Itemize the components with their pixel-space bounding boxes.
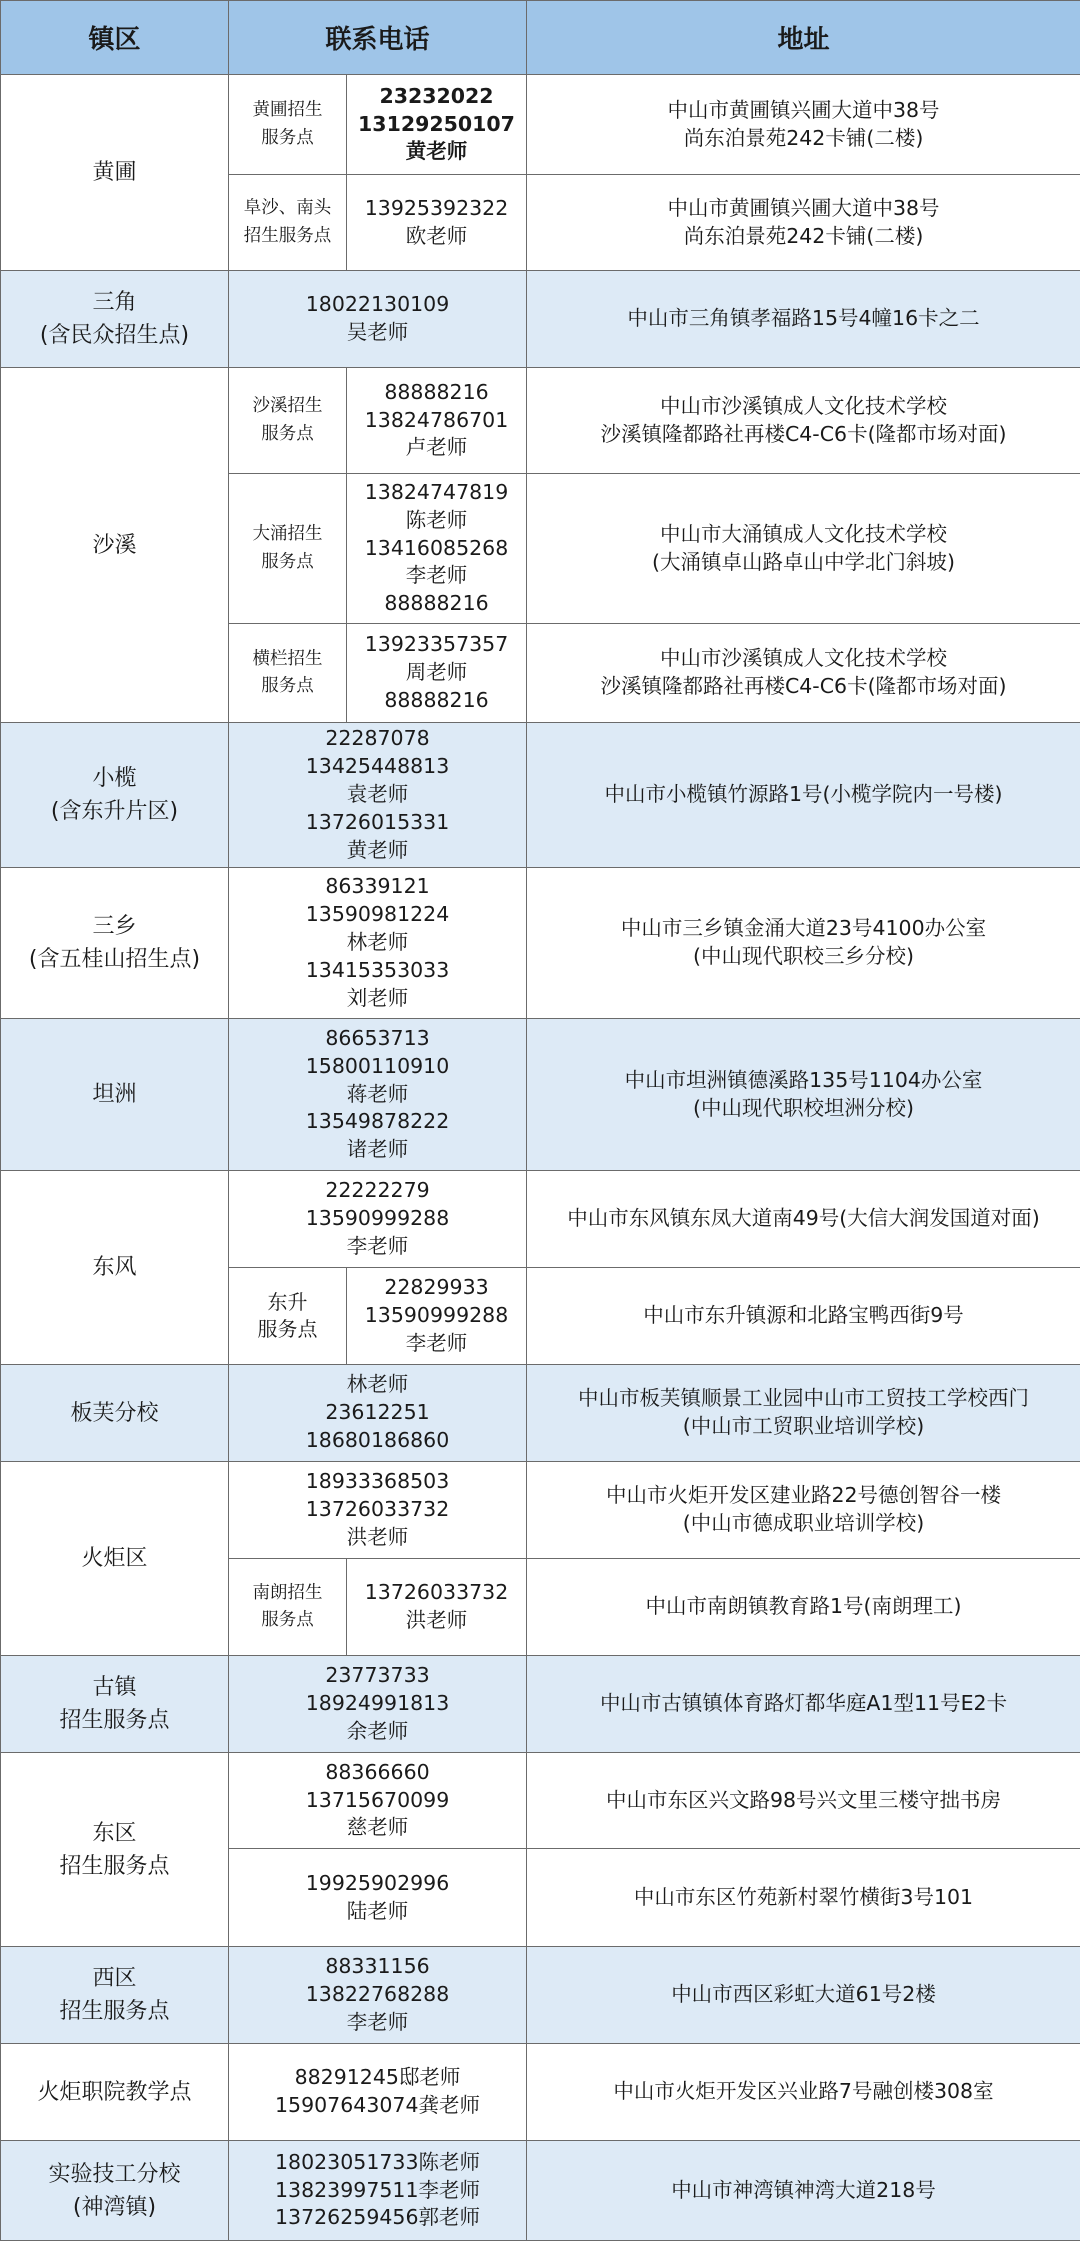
table-row (1, 1656, 1080, 1753)
table-row (1, 868, 1080, 1019)
cell-text-line: 13726033732 (305, 1497, 450, 1522)
address-cell (527, 271, 1080, 368)
cell-text-line: (含民众招生点) (39, 323, 190, 348)
cell-text-line: 13824786701 (364, 407, 509, 432)
phone-cell (229, 1656, 527, 1753)
cell-text-line: 洪老师 (405, 1608, 468, 1632)
cell-text-line: 刘老师 (346, 985, 409, 1010)
cell-text-line: 23773733 (325, 1663, 430, 1688)
cell-text-line: 中山市沙溪镇成人文化技术学校 (660, 646, 948, 671)
cell-text-line: 东升 (267, 1289, 308, 1314)
cell-text-line: 中山市东区兴文路98号兴文里三楼守拙书房 (605, 1787, 1002, 1812)
cell-text-line: 88888216 (384, 379, 489, 404)
phone-cell (229, 723, 527, 868)
cell-text-line: 13715670099 (305, 1787, 450, 1812)
table-row (1, 1171, 1080, 1268)
table-row (1, 1365, 1080, 1462)
cell-text-line: 中山市古镇镇体育路灯都华庭A1型11号E2卡 (599, 1691, 1008, 1716)
subpoint-name (229, 1268, 347, 1365)
header-phone: 联系电话 (229, 1, 527, 75)
cell-text-line: 中山市坦洲镇德溪路135号1104办公室 (624, 1067, 983, 1092)
address-cell (527, 868, 1080, 1019)
cell-text-line: 中山市火炬开发区建业路22号德创智谷一楼 (605, 1483, 1002, 1508)
address-cell (527, 1947, 1080, 2044)
cell-text-line: 中山市东区竹苑新村翠竹横街3号101 (633, 1884, 974, 1909)
subpoint-name (229, 474, 347, 624)
cell-text-line: (中山现代职校坦洲分校) (693, 1095, 915, 1120)
cell-text-line: 15800110910 (305, 1053, 450, 1078)
address-cell (527, 1268, 1080, 1365)
cell-text-line: 中山市板芙镇顺景工业园中山市工贸技工学校西门 (578, 1386, 1030, 1411)
town-dongfeng: 东风 (1, 1171, 229, 1365)
phone-cell (347, 368, 527, 474)
cell-text-line: 86339121 (325, 874, 430, 899)
address-cell (527, 75, 1080, 175)
cell-text-line: (含五桂山招生点) (28, 947, 201, 972)
cell-text-line: 18680186860 (305, 1427, 450, 1452)
cell-text-line: 中山市大涌镇成人文化技术学校 (660, 521, 948, 546)
cell-text-line: 陈老师 (405, 507, 468, 532)
cell-text-line: 86653713 (325, 1025, 430, 1050)
address-cell (527, 1462, 1080, 1559)
cell-text-line: 中山市火炬开发区兴业路7号融创楼308室 (613, 2079, 994, 2104)
cell-text-line: 中山市东风镇东凤大道南49号(大信大润发国道对面) (567, 1206, 1040, 1231)
address-cell (527, 1559, 1080, 1656)
cell-text-line: 古镇 (92, 1675, 137, 1700)
phone-cell (229, 1365, 527, 1462)
phone-cell (229, 271, 527, 368)
cell-text-line: 实验技工分校 (48, 2161, 181, 2187)
cell-text-line: 黄老师 (405, 139, 468, 164)
phone-cell (347, 1268, 527, 1365)
cell-text-line: (大涌镇卓山路卓山中学北门斜坡) (652, 549, 956, 574)
address-cell (527, 1656, 1080, 1753)
cell-text-line: 服务点 (261, 1610, 314, 1630)
table-row (1, 2141, 1080, 2241)
cell-text-line: 吴老师 (346, 320, 409, 344)
town-tanzhou: 坦洲 (1, 1019, 229, 1171)
phone-cell (229, 1849, 527, 1947)
header-town: 镇区 (1, 1, 229, 75)
cell-text-line: 88291245邸老师 (294, 2065, 461, 2090)
subpoint-name (229, 175, 347, 271)
cell-text-line: 23232022 (379, 83, 494, 108)
cell-text-line: 李老师 (346, 2009, 409, 2034)
cell-text-line: 中山市西区彩虹大道61号2楼 (671, 1982, 936, 2007)
phone-cell (229, 1753, 527, 1849)
town-sanxiang (1, 868, 229, 1019)
cell-text-line: 袁老师 (346, 782, 409, 807)
cell-text-line: 13822768288 (305, 1982, 450, 2007)
table-row (1, 1019, 1080, 1171)
cell-text-line: 黄老师 (346, 837, 409, 862)
cell-text-line: 林老师 (346, 930, 409, 955)
cell-text-line: 88888216 (384, 591, 489, 616)
cell-text-line: 沙溪招生 (252, 396, 323, 417)
cell-text-line: 19925902996 (305, 1870, 450, 1895)
cell-text-line: 服务点 (261, 551, 314, 572)
town-shiyan (1, 2141, 229, 2241)
phone-cell (347, 75, 527, 175)
cell-text-line: 慈老师 (346, 1815, 409, 1840)
cell-text-line: 13726033732 (364, 1580, 509, 1605)
subpoint-name (229, 1559, 347, 1656)
cell-text-line: 周老师 (405, 660, 468, 685)
address-cell (527, 1019, 1080, 1171)
cell-text-line: 88888216 (384, 687, 489, 712)
town-guzhen (1, 1656, 229, 1753)
cell-text-line: 西区 (92, 1966, 137, 1991)
cell-text-line: 22222279 (325, 1178, 430, 1203)
address-cell (527, 2141, 1080, 2241)
address-cell (527, 624, 1080, 723)
cell-text-line: 诸老师 (346, 1137, 409, 1162)
table-row (1, 1947, 1080, 2044)
table-row (1, 75, 1080, 175)
cell-text-line: 13425448813 (305, 754, 450, 779)
table-row (1, 1753, 1080, 1849)
cell-text-line: 18924991813 (305, 1691, 450, 1716)
cell-text-line: 卢老师 (405, 435, 468, 460)
town-xiaolan (1, 723, 229, 868)
town-huojuzhiyuan: 火炬职院教学点 (1, 2044, 229, 2141)
cell-text-line: 招生服务点 (59, 1708, 170, 1733)
cell-text-line: 13925392322 (364, 195, 509, 220)
cell-text-line: 尚东泊景苑242卡铺(二楼) (683, 223, 924, 248)
address-cell (527, 1365, 1080, 1462)
cell-text-line: (中山市工贸职业培训学校) (682, 1414, 925, 1438)
table-row (1, 2044, 1080, 2141)
subpoint-name (229, 75, 347, 175)
cell-text-line: 林老师 (346, 1372, 409, 1397)
phone-cell (347, 624, 527, 723)
cell-text-line: 阜沙、南头 (243, 198, 332, 219)
phone-cell (229, 2044, 527, 2141)
cell-text-line: 22287078 (325, 726, 430, 751)
address-cell (527, 2044, 1080, 2141)
cell-text-line: 李老师 (405, 1330, 468, 1355)
phone-cell (347, 175, 527, 271)
cell-text-line: 尚东泊景苑242卡铺(二楼) (683, 125, 924, 150)
phone-cell (347, 1559, 527, 1656)
cell-text-line: 三角 (92, 290, 137, 315)
address-cell (527, 175, 1080, 271)
town-dongqu (1, 1753, 229, 1947)
cell-text-line: 横栏招生 (252, 648, 323, 669)
phone-cell (229, 1462, 527, 1559)
cell-text-line: 中山市三角镇孝福路15号4幢16卡之二 (627, 306, 980, 331)
cell-text-line: (中山现代职校三乡分校) (693, 944, 915, 968)
cell-text-line: 中山市三乡镇金涌大道23号4100办公室 (620, 916, 987, 941)
cell-text-line: 沙溪镇隆都路社再楼C4-C6卡(隆都市场对面) (600, 674, 1007, 698)
table-row (1, 368, 1080, 474)
cell-text-line: 13823997511李老师 (275, 2177, 480, 2202)
cell-text-line: 服务点 (261, 676, 314, 696)
cell-text-line: 小榄 (92, 766, 137, 791)
address-cell (527, 1171, 1080, 1268)
cell-text-line: 13824747819 (364, 479, 509, 504)
cell-text-line: 13129250107 (358, 111, 515, 136)
cell-text-line: 中山市南朗镇教育路1号(南朗理工) (645, 1594, 962, 1619)
table-row (1, 1462, 1080, 1559)
cell-text-line: 18022130109 (305, 292, 450, 317)
phone-cell (229, 1947, 527, 2044)
cell-text-line: 招生服务点 (59, 1999, 170, 2024)
town-sanjiao (1, 271, 229, 368)
cell-text-line: 欧老师 (405, 223, 468, 248)
cell-text-line: 南朗招生 (252, 1582, 323, 1603)
cell-text-line: 13726259456郭老师 (275, 2205, 480, 2230)
cell-text-line: 13549878222 (305, 1109, 450, 1134)
cell-text-line: 黄圃招生 (252, 100, 323, 121)
cell-text-line: 服务点 (257, 1317, 318, 1341)
cell-text-line: 88366660 (325, 1759, 430, 1784)
phone-cell (347, 474, 527, 624)
cell-text-line: 招生服务点 (59, 1853, 170, 1879)
cell-text-line: 中山市东升镇源和北路宝鸭西街9号 (643, 1303, 964, 1328)
cell-text-line: 蒋老师 (346, 1081, 409, 1106)
subpoint-name (229, 368, 347, 474)
table-row (1, 271, 1080, 368)
cell-text-line: 洪老师 (346, 1524, 409, 1549)
cell-text-line: 中山市黄圃镇兴圃大道中38号 (667, 97, 940, 122)
cell-text-line: (神湾镇) (72, 2194, 157, 2220)
cell-text-line: 李老师 (346, 1233, 409, 1258)
cell-text-line: 中山市小榄镇竹源路1号(小榄学院内一号楼) (604, 782, 1003, 807)
cell-text-line: 余老师 (346, 1718, 409, 1743)
address-cell (527, 723, 1080, 868)
cell-text-line: 18023051733陈老师 (275, 2149, 480, 2174)
town-shaxi: 沙溪 (1, 368, 229, 723)
phone-cell (229, 868, 527, 1019)
cell-text-line: 李老师 (405, 563, 468, 588)
address-cell (527, 368, 1080, 474)
cell-text-line: 招生服务点 (243, 225, 332, 246)
cell-text-line: 大涌招生 (252, 524, 323, 545)
cell-text-line: 13923357357 (364, 632, 509, 657)
address-cell (527, 1753, 1080, 1849)
cell-text-line: 沙溪镇隆都路社再楼C4-C6卡(隆都市场对面) (600, 421, 1007, 446)
town-huangpu: 黄圃 (1, 75, 229, 271)
cell-text-line: 13590999288 (305, 1206, 450, 1231)
cell-text-line: 22829933 (384, 1275, 489, 1300)
cell-text-line: (中山市德成职业培训学校) (682, 1511, 925, 1535)
address-cell (527, 1849, 1080, 1947)
cell-text-line: 13590981224 (305, 902, 450, 927)
cell-text-line: 13726015331 (305, 809, 450, 834)
town-banfu: 板芙分校 (1, 1365, 229, 1462)
town-xiqu (1, 1947, 229, 2044)
cell-text-line: 18933368503 (305, 1469, 450, 1494)
phone-cell (229, 1019, 527, 1171)
phone-cell (229, 1171, 527, 1268)
phone-cell (229, 2141, 527, 2241)
cell-text-line: 中山市沙溪镇成人文化技术学校 (660, 393, 948, 418)
cell-text-line: 服务点 (261, 423, 314, 444)
table-row (1, 723, 1080, 868)
cell-text-line: 陆老师 (346, 1898, 409, 1923)
cell-text-line: 服务点 (261, 127, 314, 148)
cell-text-line: 88331156 (325, 1954, 430, 1979)
cell-text-line: 中山市黄圃镇兴圃大道中38号 (667, 195, 940, 220)
cell-text-line: 15907643074龚老师 (275, 2093, 480, 2117)
header-row (1, 1, 1080, 75)
cell-text-line: 13415353033 (305, 957, 450, 982)
cell-text-line: 中山市神湾镇神湾大道218号 (671, 2177, 936, 2202)
cell-text-line: 13416085268 (364, 535, 509, 560)
cell-text-line: 13590999288 (364, 1303, 509, 1328)
subpoint-name (229, 624, 347, 723)
cell-text-line: 东区 (92, 1820, 137, 1846)
cell-text-line: (含东升片区) (50, 799, 179, 824)
town-huoju: 火炬区 (1, 1462, 229, 1656)
header-address: 地址 (527, 1, 1080, 75)
cell-text-line: 三乡 (92, 914, 137, 939)
cell-text-line: 23612251 (325, 1400, 430, 1425)
address-cell (527, 474, 1080, 624)
